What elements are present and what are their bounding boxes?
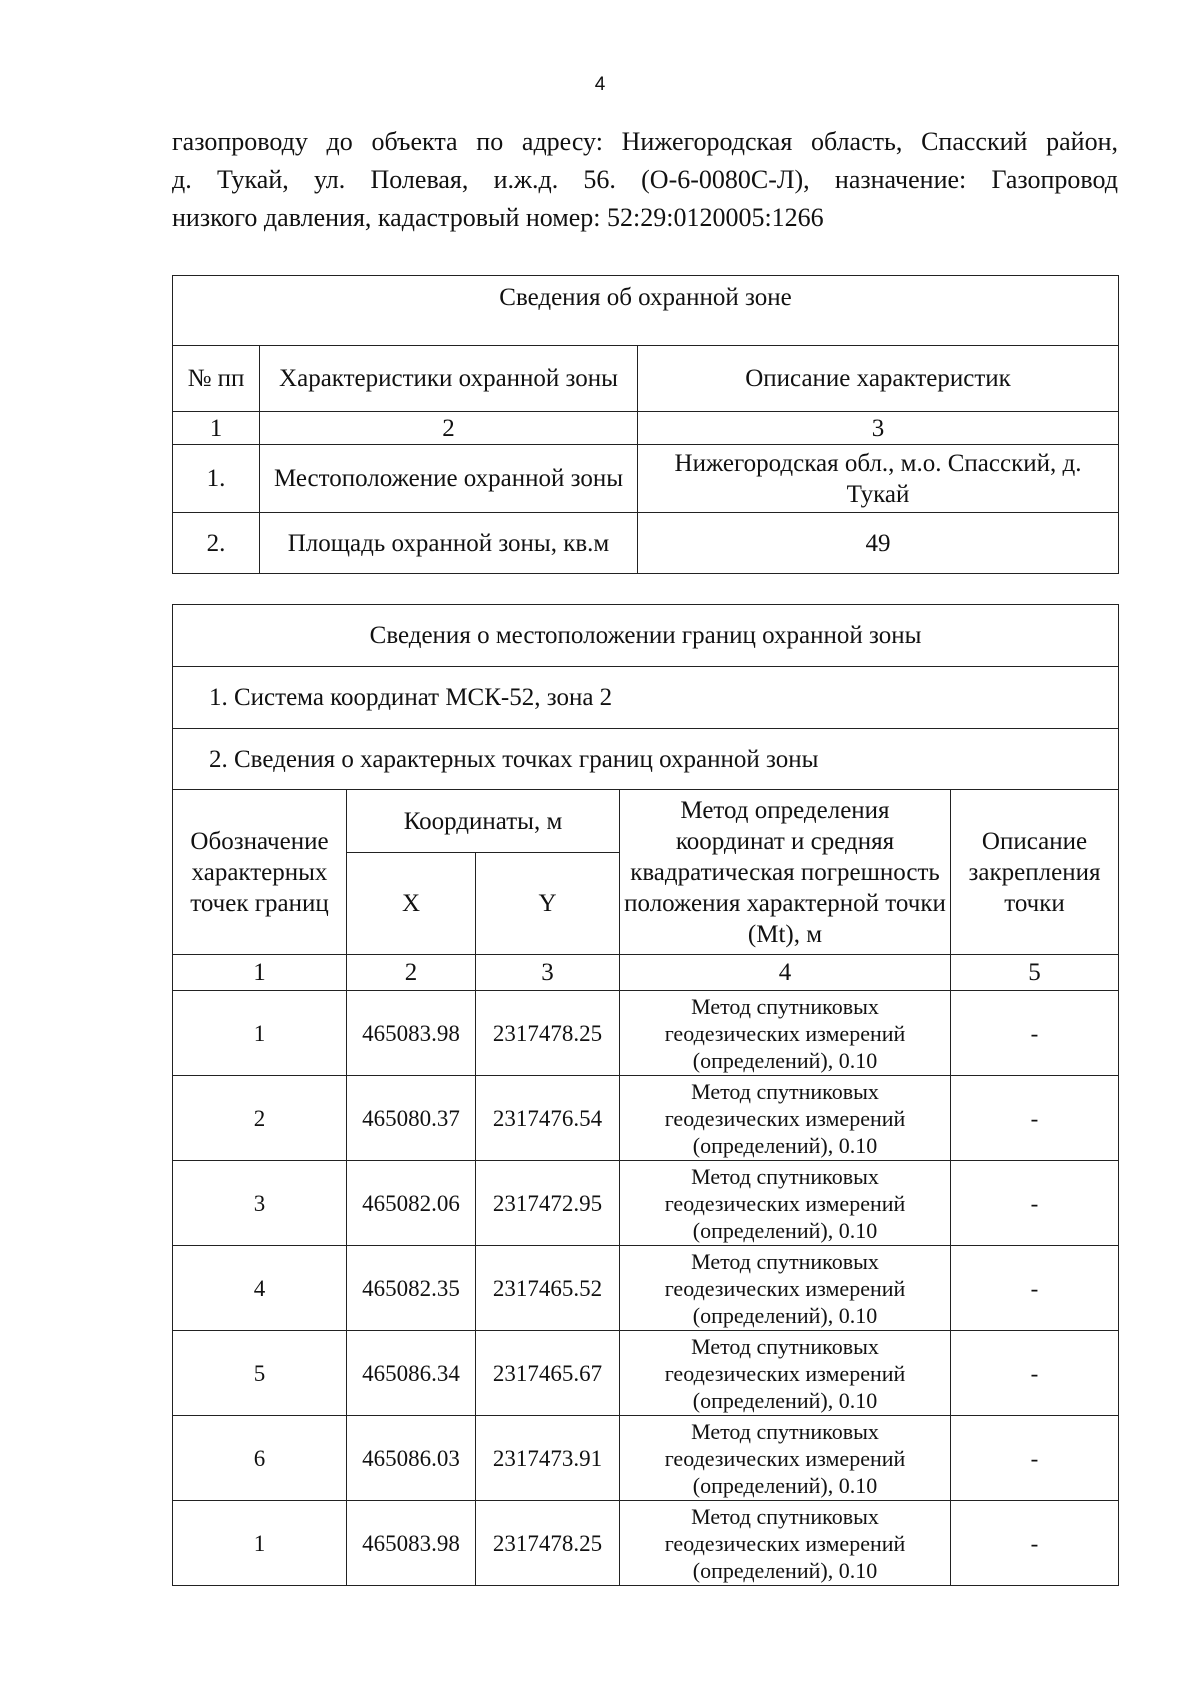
table-row — [173, 1161, 1119, 1246]
col-number: 2 — [260, 412, 638, 445]
table-row — [173, 1331, 1119, 1416]
point-label: 5 — [173, 1331, 347, 1416]
point-label: 1 — [173, 991, 347, 1076]
header-coordinates: Координаты, м — [347, 790, 620, 853]
row-value: 49 — [638, 513, 1119, 574]
points-title: 2. Сведения о характерных точках границ охранной зоны — [173, 729, 1119, 790]
boundary-table — [172, 604, 1119, 1586]
page-number: 4 — [594, 74, 606, 95]
zone-table-title: Сведения об охранной зоне — [173, 276, 1119, 346]
table-row — [173, 1416, 1119, 1501]
coordinate-system: 1. Система координат МСК-52, зона 2 — [173, 667, 1119, 729]
y-coordinate: 2317478.25 — [476, 991, 620, 1076]
col-number: 2 — [347, 955, 476, 991]
col-number: 5 — [951, 955, 1119, 991]
col-number: 3 — [638, 412, 1119, 445]
fixing-cell: - — [951, 1076, 1119, 1161]
row-value: Нижегородская обл., м.о. Спасский, д. Тукай — [638, 445, 1119, 513]
x-coordinate: 465080.37 — [347, 1076, 476, 1161]
table-row — [173, 445, 1119, 513]
method-cell: Метод спутниковых геодезических измерений (определений), 0.10 — [620, 1161, 951, 1246]
x-coordinate: 465083.98 — [347, 991, 476, 1076]
row-number: 2. — [173, 513, 260, 574]
zone-info-table — [172, 275, 1119, 574]
intro-paragraph — [172, 123, 1118, 237]
fixing-cell: - — [951, 1246, 1119, 1331]
header-method: Метод определения координат и средняя квадратическая погрешность положения характерной точки (Mt), м — [620, 790, 951, 955]
y-coordinate: 2317472.95 — [476, 1161, 620, 1246]
table-row — [173, 1246, 1119, 1331]
y-coordinate: 2317465.67 — [476, 1331, 620, 1416]
fixing-cell: - — [951, 991, 1119, 1076]
x-coordinate: 465082.35 — [347, 1246, 476, 1331]
col-number: 3 — [476, 955, 620, 991]
intro-line: д. Тукай, ул. Полевая, и.ж.д. 56. (О-6-0080С-Л), назначение: Газопровод — [172, 165, 1118, 194]
header-designation: Обозначение характерных точек границ — [173, 790, 347, 955]
fixing-cell: - — [951, 1501, 1119, 1586]
point-label: 3 — [173, 1161, 347, 1246]
x-coordinate: 465086.34 — [347, 1331, 476, 1416]
header-fixing: Описание закрепления точки — [951, 790, 1119, 955]
point-label: 1 — [173, 1501, 347, 1586]
table-row — [173, 1501, 1119, 1586]
point-label: 4 — [173, 1246, 347, 1331]
header-y: Y — [476, 853, 620, 955]
boundary-table-title: Сведения о местоположении границ охранной зоны — [173, 605, 1119, 667]
x-coordinate: 465086.03 — [347, 1416, 476, 1501]
method-cell: Метод спутниковых геодезических измерений (определений), 0.10 — [620, 1416, 951, 1501]
method-cell: Метод спутниковых геодезических измерений (определений), 0.10 — [620, 1331, 951, 1416]
table-row — [173, 991, 1119, 1076]
header-x: X — [347, 853, 476, 955]
fixing-cell: - — [951, 1416, 1119, 1501]
method-cell: Метод спутниковых геодезических измерений (определений), 0.10 — [620, 1246, 951, 1331]
intro-line: низкого давления, кадастровый номер: 52:29:0120005:1266 — [172, 203, 824, 232]
row-name: Площадь охранной зоны, кв.м — [260, 513, 638, 574]
x-coordinate: 465082.06 — [347, 1161, 476, 1246]
method-cell: Метод спутниковых геодезических измерений (определений), 0.10 — [620, 1501, 951, 1586]
y-coordinate: 2317465.52 — [476, 1246, 620, 1331]
intro-line: газопроводу до объекта по адресу: Нижегородская область, Спасский район, — [172, 127, 1118, 156]
point-label: 6 — [173, 1416, 347, 1501]
y-coordinate: 2317478.25 — [476, 1501, 620, 1586]
y-coordinate: 2317476.54 — [476, 1076, 620, 1161]
header-no: № пп — [173, 346, 260, 412]
col-number: 4 — [620, 955, 951, 991]
header-description: Описание характеристик — [638, 346, 1119, 412]
row-name: Местоположение охранной зоны — [260, 445, 638, 513]
table-row — [173, 513, 1119, 574]
fixing-cell: - — [951, 1331, 1119, 1416]
fixing-cell: - — [951, 1161, 1119, 1246]
method-cell: Метод спутниковых геодезических измерений (определений), 0.10 — [620, 991, 951, 1076]
row-number: 1. — [173, 445, 260, 513]
table-row — [173, 1076, 1119, 1161]
y-coordinate: 2317473.91 — [476, 1416, 620, 1501]
x-coordinate: 465083.98 — [347, 1501, 476, 1586]
col-number: 1 — [173, 955, 347, 991]
col-number: 1 — [173, 412, 260, 445]
header-characteristics: Характеристики охранной зоны — [260, 346, 638, 412]
method-cell: Метод спутниковых геодезических измерений (определений), 0.10 — [620, 1076, 951, 1161]
point-label: 2 — [173, 1076, 347, 1161]
